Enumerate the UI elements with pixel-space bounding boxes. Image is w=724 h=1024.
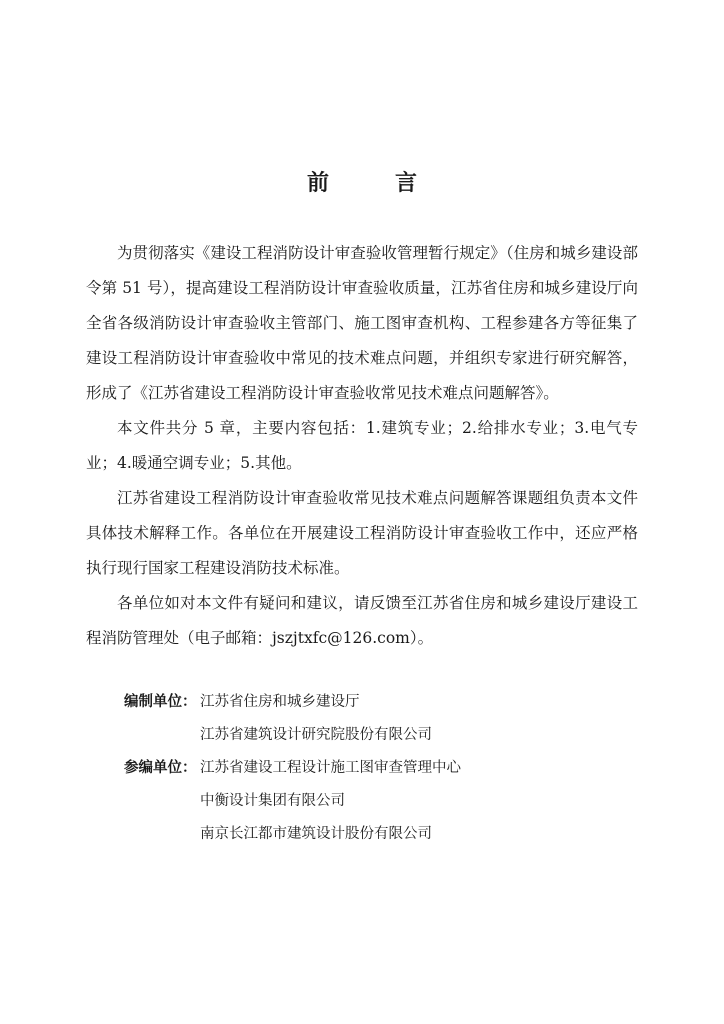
- compiler-row-2: [124, 719, 644, 752]
- paragraph-responsibility: 江苏省建设工程消防设计审查验收常见技术难点问题解答课题组负责本文件具体技术解释工作。各单位在开展建设工程消防设计审查验收工作中，还应严格执行现行国家工程建设消防技术标准。: [86, 489, 638, 577]
- participant-row-3: [124, 818, 644, 851]
- paragraph-contents: 本文件共分 5 章，主要内容包括：1.建筑专业；2.给排水专业；3.电气专业；4.暖通空调专业；5.其他。: [86, 419, 638, 472]
- page-title: 前 言: [306, 171, 439, 196]
- participant-row: [124, 752, 644, 785]
- participant-org: 江苏省建设工程设计施工图审查管理中心: [200, 760, 461, 776]
- paragraph-purpose: 为贯彻落实《建设工程消防设计审查验收管理暂行规定》（住房和城乡建设部令第 51 号），提高建设工程消防设计审查验收质量，江苏省住房和城乡建设厅向全省各级消防设计审查验收主管部门、施工图审查机构、工程参建各方等征集了建设工程消防设计审查验收中常见的技术难点问题，并组织专家进行研究解答，形成了《江苏省建设工程消防设计审查验收常见技术难点问题解答》。: [86, 244, 638, 402]
- participant-org: 中衡设计集团有限公司: [200, 793, 345, 809]
- participant-label: 参编单位：: [124, 760, 197, 776]
- compiler-org: 江苏省建筑设计研究院股份有限公司: [200, 727, 432, 743]
- compiler-row: [124, 686, 644, 719]
- preface-body: [86, 236, 638, 656]
- credits-section: [124, 686, 644, 851]
- participant-org: 南京长江都市建筑设计股份有限公司: [200, 826, 432, 842]
- participant-row-2: [124, 785, 644, 818]
- compiler-org: 江苏省住房和城乡建设厅: [200, 694, 360, 710]
- compiler-label: 编制单位：: [124, 694, 197, 710]
- paragraph-feedback: 各单位如对本文件有疑问和建议，请反馈至江苏省住房和城乡建设厅建设工程消防管理处（电子邮箱：jszjtxfc@126.com）。: [86, 594, 638, 647]
